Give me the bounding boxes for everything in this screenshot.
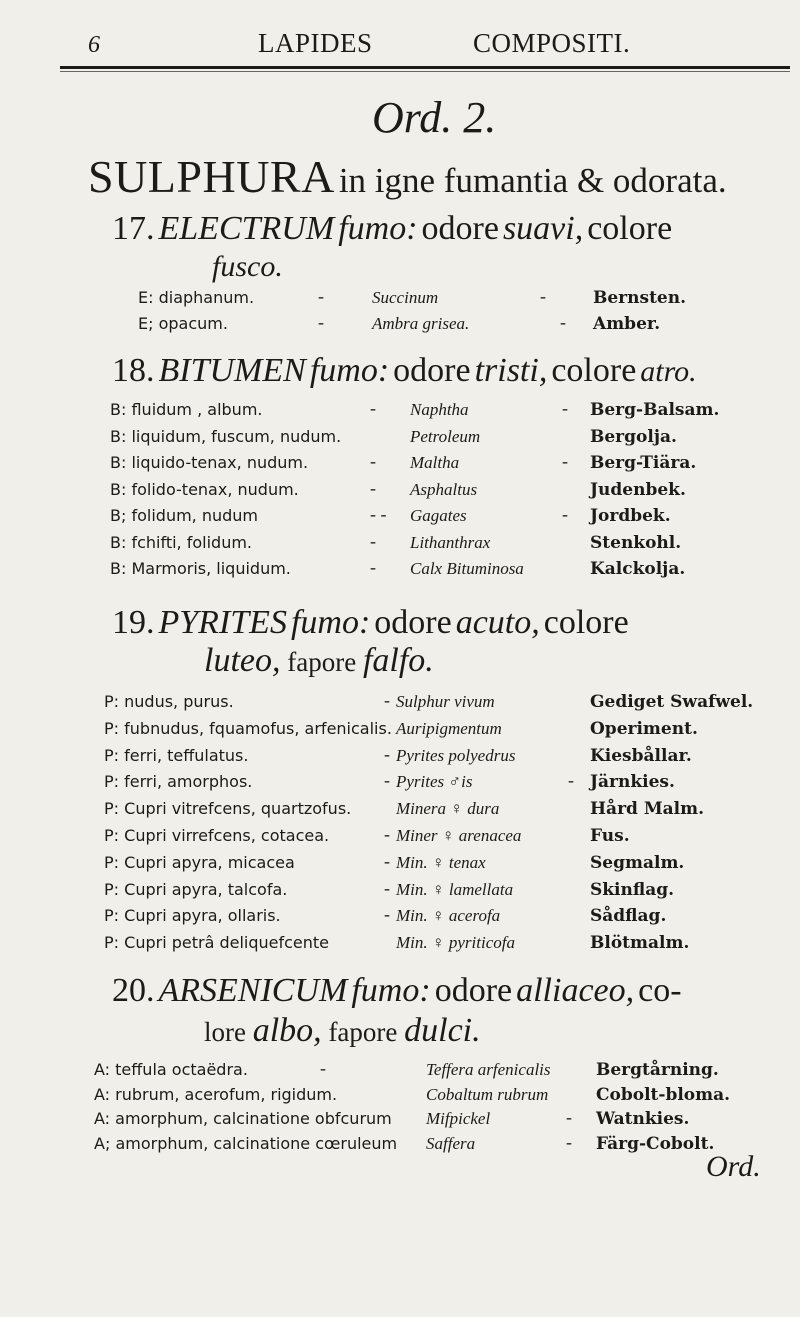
- header-rule-thin: [60, 71, 790, 72]
- species-row: [110, 533, 252, 552]
- genus-colore-label: colore: [543, 604, 629, 641]
- species-german: Judenbek.: [590, 480, 686, 500]
- species-desc: ferri, teffulatus.: [124, 746, 249, 765]
- species-desc: nudus, purus.: [124, 692, 234, 711]
- species-dash: -: [562, 398, 568, 418]
- species-latin: Ambra grisea.: [372, 314, 470, 333]
- species-german: Fus.: [590, 826, 630, 846]
- species-german: Cobolt-bloma.: [596, 1085, 731, 1105]
- species-desc: fchifti, folidum.: [131, 533, 253, 552]
- species-dash: -: [318, 286, 324, 306]
- species-row: [104, 772, 252, 791]
- genus-line2-value: albo,: [252, 1012, 322, 1049]
- species-code: P:: [104, 746, 120, 765]
- species-german: Stenkohl.: [590, 533, 682, 553]
- species-code: B:: [110, 559, 127, 578]
- species-dash: -: [384, 824, 390, 844]
- species-latin: Naphtha: [410, 400, 469, 419]
- species-row: [110, 480, 299, 499]
- genus-heading-19: [112, 604, 629, 642]
- genus-line2-value: fusco.: [212, 250, 283, 283]
- header-right: COMPOSITI.: [473, 28, 631, 58]
- species-desc: Cupri petrâ deliquefcente: [124, 933, 330, 952]
- genus-number: 20.: [112, 972, 155, 1009]
- species-code: P:: [104, 719, 120, 738]
- species-german: Amber.: [593, 314, 661, 334]
- species-german: Järnkies.: [590, 772, 675, 792]
- species-desc: folidum, nudum: [131, 506, 258, 525]
- species-desc: amorphum, calcinatione obfcurum: [115, 1109, 392, 1128]
- species-desc: Cupri apyra, talcofa.: [124, 880, 288, 899]
- species-dash: -: [562, 451, 568, 471]
- species-code: B;: [110, 506, 127, 525]
- genus-sapore-value: dulci.: [404, 1012, 481, 1049]
- species-german: Sådflag.: [590, 906, 667, 926]
- genus-number: 18.: [112, 352, 155, 389]
- species-dash: -: [566, 1107, 572, 1127]
- genus-odore-label: odore: [434, 972, 513, 1009]
- species-dash: -: [384, 770, 390, 790]
- species-dash: -: [370, 531, 376, 551]
- species-german: Hård Malm.: [590, 799, 705, 819]
- species-german: Berg-Balsam.: [590, 400, 720, 420]
- species-dash: -: [566, 1132, 572, 1152]
- genus-name: PYRITES: [158, 604, 287, 641]
- species-code: B:: [110, 533, 127, 552]
- catchword: Ord.: [706, 1150, 761, 1183]
- species-code: A;: [94, 1134, 111, 1153]
- species-code: A:: [94, 1060, 111, 1079]
- genus-colore-label: colore: [587, 210, 673, 247]
- species-latin: Petroleum: [410, 427, 481, 446]
- species-desc: Cupri apyra, micacea: [124, 853, 295, 872]
- species-desc: fluidum , album.: [131, 400, 263, 419]
- species-row: [110, 453, 308, 472]
- species-code: P:: [104, 826, 120, 845]
- species-row: [110, 559, 291, 578]
- species-code: B:: [110, 427, 127, 446]
- species-latin: Min. ♀ acerofa: [396, 906, 501, 925]
- species-row: [94, 1060, 248, 1079]
- species-code: A:: [94, 1109, 111, 1128]
- species-latin: Teffera arfenicalis: [426, 1060, 551, 1079]
- species-code: A:: [94, 1085, 111, 1104]
- header-rule: [60, 66, 790, 69]
- genus-odore-label: odore: [374, 604, 452, 641]
- species-row: [104, 799, 351, 818]
- genus-line2: [204, 1012, 481, 1050]
- species-desc: Cupri virrefcens, cotacea.: [124, 826, 330, 845]
- species-latin: Min. ♀ tenax: [396, 853, 486, 872]
- genus-name: BITUMEN: [158, 352, 306, 389]
- genus-fumo: fumo:: [290, 604, 371, 641]
- species-german: Blötmalm.: [590, 933, 690, 953]
- species-latin: Auripigmentum: [396, 719, 502, 738]
- species-row: [138, 314, 228, 333]
- species-german: Bergolja.: [590, 427, 677, 447]
- genus-colore-label: co-: [638, 972, 682, 1009]
- species-dash: -: [320, 1058, 326, 1078]
- species-dash: -: [562, 504, 568, 524]
- genus-odore-value: tristi,: [474, 352, 548, 389]
- genus-name: ELECTRUM: [158, 210, 335, 247]
- species-desc: fubnudus, fquamofus, arfenicalis.: [124, 719, 392, 738]
- genus-odore-label: odore: [393, 352, 471, 389]
- species-dash: -: [370, 557, 376, 577]
- genus-line2-value: luteo,: [204, 642, 281, 679]
- species-dash: -: [318, 312, 324, 332]
- species-dash: -: [370, 478, 376, 498]
- species-desc: opacum.: [158, 314, 228, 333]
- species-latin: Lithanthrax: [410, 533, 491, 552]
- species-row: [104, 933, 329, 952]
- species-german: Skinflag.: [590, 880, 675, 900]
- species-german: Bernsten.: [593, 288, 687, 308]
- species-latin: Miner ♀ arenacea: [396, 826, 522, 845]
- species-latin: Sulphur vivum: [396, 692, 495, 711]
- class-title-main: SULPHURA: [88, 151, 335, 202]
- species-desc: teffula octaëdra.: [115, 1060, 248, 1079]
- genus-colore-value: atro.: [640, 355, 697, 388]
- species-dash: -: [370, 398, 376, 418]
- genus-number: 19.: [112, 604, 155, 641]
- species-dash: -: [540, 286, 546, 306]
- species-row: [138, 288, 254, 307]
- species-german: Operiment.: [590, 719, 698, 739]
- genus-fumo: fumo:: [351, 972, 431, 1009]
- species-german: Jordbek.: [590, 506, 671, 526]
- species-code: B:: [110, 400, 127, 419]
- species-latin: Maltha: [410, 453, 460, 472]
- header-left: LAPIDES: [258, 28, 373, 58]
- species-row: [94, 1134, 397, 1153]
- species-desc: Cupri apyra, ollaris.: [124, 906, 281, 925]
- species-code: P:: [104, 853, 120, 872]
- species-latin: Calx Bituminosa: [410, 559, 524, 578]
- species-dash: -: [384, 690, 390, 710]
- species-dash: -: [384, 744, 390, 764]
- genus-line2-prefix: lore: [204, 1017, 246, 1047]
- species-dash: - -: [370, 504, 387, 524]
- species-code: E;: [138, 314, 154, 333]
- genus-line2: [204, 642, 434, 680]
- genus-odore-value: suavi,: [502, 210, 584, 247]
- species-code: E:: [138, 288, 154, 307]
- species-latin: Saffera: [426, 1134, 476, 1153]
- species-code: P:: [104, 906, 120, 925]
- species-row: [104, 746, 248, 765]
- species-german: Watnkies.: [596, 1109, 690, 1129]
- species-row: [104, 880, 287, 899]
- order-title: Ord. 2.: [372, 93, 497, 142]
- species-code: B:: [110, 453, 127, 472]
- species-desc: liquidum, fuscum, nudum.: [131, 427, 342, 446]
- species-desc: Cupri vitrefcens, quartzofus.: [124, 799, 352, 818]
- genus-odore-value: alliaceo,: [516, 972, 635, 1009]
- species-dash: -: [384, 851, 390, 871]
- species-desc: liquido-tenax, nudum.: [131, 453, 309, 472]
- species-row: [104, 692, 234, 711]
- species-desc: rubrum, acerofum, rigidum.: [115, 1085, 338, 1104]
- species-latin: Asphaltus: [410, 480, 478, 499]
- species-dash: -: [384, 878, 390, 898]
- species-desc: ferri, amorphos.: [124, 772, 253, 791]
- species-german: Berg-Tiära.: [590, 453, 697, 473]
- species-latin: Mifpickel: [426, 1109, 491, 1128]
- species-code: P:: [104, 772, 120, 791]
- species-row: [104, 826, 329, 845]
- genus-colore-label: colore: [551, 352, 637, 389]
- species-latin: Gagates: [410, 506, 467, 525]
- species-latin: Cobaltum rubrum: [426, 1085, 549, 1104]
- class-title-rest: in igne fumantia & odorata.: [338, 161, 727, 200]
- species-row: [104, 906, 281, 925]
- species-code: P:: [104, 799, 120, 818]
- species-latin: Min. ♀ lamellata: [396, 880, 514, 899]
- genus-name: ARSENICUM: [158, 972, 348, 1009]
- species-dash: -: [568, 770, 574, 790]
- species-row: [94, 1109, 392, 1128]
- species-desc: diaphanum.: [158, 288, 255, 307]
- species-latin: Pyrites polyedrus: [396, 746, 516, 765]
- species-german: Kiesbållar.: [590, 746, 692, 766]
- genus-odore-value: acuto,: [455, 604, 540, 641]
- species-german: Färg-Cobolt.: [596, 1134, 715, 1154]
- species-german: Gediget Swafwel.: [590, 692, 754, 712]
- genus-sapore-value: falfo.: [362, 642, 434, 679]
- species-row: [94, 1085, 337, 1104]
- species-row: [104, 853, 295, 872]
- species-code: B:: [110, 480, 127, 499]
- species-dash: -: [560, 312, 566, 332]
- page-number: 6: [88, 32, 101, 58]
- genus-heading-20: [112, 972, 682, 1010]
- genus-fumo: fumo:: [338, 210, 418, 247]
- genus-fumo: fumo:: [309, 352, 390, 389]
- genus-heading-18: [112, 352, 697, 390]
- species-row: [104, 719, 392, 738]
- species-german: Bergtårning.: [596, 1060, 719, 1080]
- genus-sapore-label: fapore: [328, 1017, 398, 1047]
- species-desc: amorphum, calcinatione cœruleum: [115, 1134, 398, 1153]
- genus-heading-17: [112, 210, 672, 248]
- class-title: [88, 150, 727, 203]
- species-desc: folido-tenax, nudum.: [131, 480, 299, 499]
- species-desc: Marmoris, liquidum.: [131, 559, 291, 578]
- species-latin: Pyrites ♂is: [396, 772, 473, 791]
- species-code: P:: [104, 692, 120, 711]
- species-dash: -: [384, 904, 390, 924]
- species-latin: Minera ♀ dura: [396, 799, 500, 818]
- species-row: [110, 400, 263, 419]
- species-german: Kalckolja.: [590, 559, 686, 579]
- species-code: P:: [104, 933, 120, 952]
- genus-odore-label: odore: [421, 210, 499, 247]
- species-dash: -: [370, 451, 376, 471]
- species-code: P:: [104, 880, 120, 899]
- genus-sapore-label: fapore: [287, 647, 357, 677]
- species-german: Segmalm.: [590, 853, 685, 873]
- species-latin: Succinum: [372, 288, 439, 307]
- species-row: [110, 427, 341, 446]
- species-latin: Min. ♀ pyriticofa: [396, 933, 515, 952]
- genus-number: 17.: [112, 210, 155, 247]
- species-row: [110, 506, 258, 525]
